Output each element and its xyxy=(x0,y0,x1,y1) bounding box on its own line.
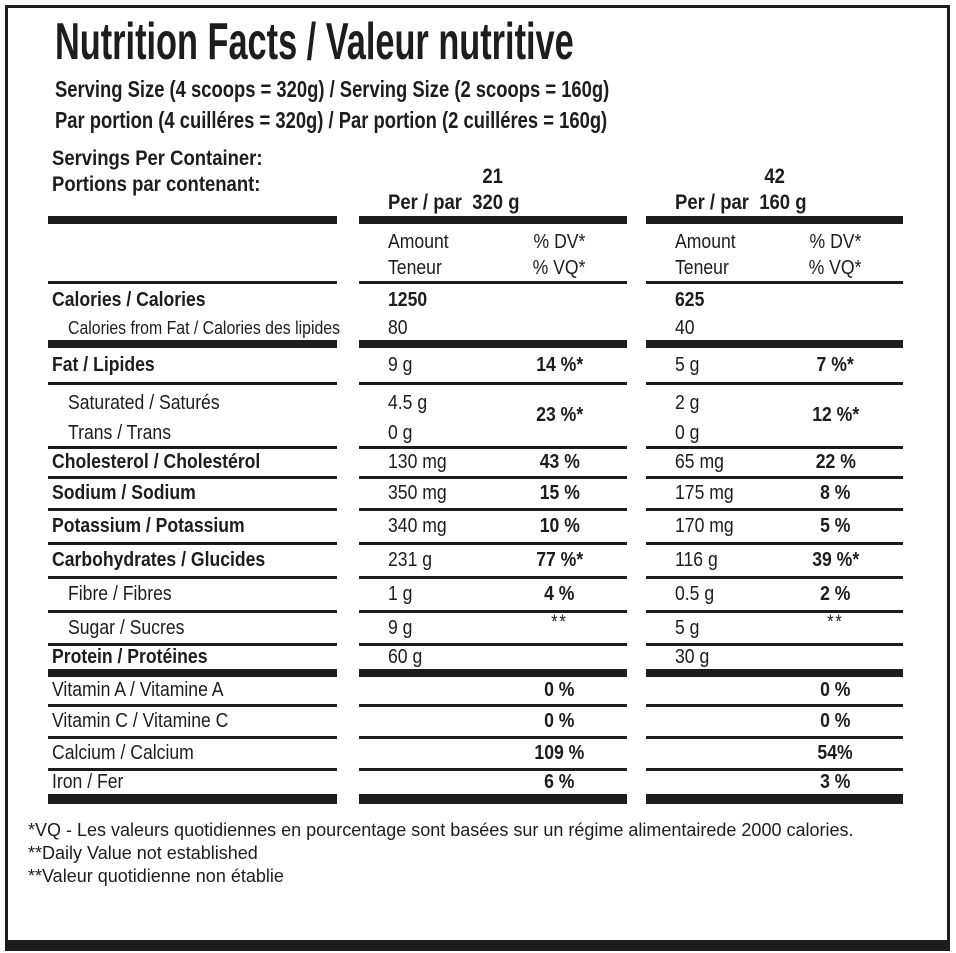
per-par-160g: Per / par 160 g xyxy=(675,191,807,214)
amount-value: 170 mg xyxy=(675,515,734,537)
amount-value: 130 mg xyxy=(388,451,447,473)
dv-header-en: % DV* xyxy=(809,231,862,253)
dv-value: 77 %* xyxy=(536,549,583,571)
column-gap xyxy=(337,224,359,284)
amount-header-en: Amount xyxy=(388,231,449,253)
amount-header-fr: Teneur xyxy=(388,257,442,279)
table-row-vitamin-a xyxy=(48,677,903,707)
column-gap xyxy=(337,385,359,421)
column-gap xyxy=(627,646,646,677)
dv-value: 109 % xyxy=(534,742,585,764)
column-gap xyxy=(337,646,359,677)
nutrient-name: Fat / Lipides xyxy=(52,353,155,376)
table-row-protein xyxy=(48,646,903,677)
amount-header-en: Amount xyxy=(675,231,736,253)
dv-value: 43 % xyxy=(539,451,580,473)
dv-value: 4 % xyxy=(544,583,575,605)
amount-header-fr: Teneur xyxy=(675,257,729,279)
column-group-320g-header xyxy=(359,146,627,224)
label-border-box xyxy=(5,5,950,951)
amount-value: 65 mg xyxy=(675,451,724,473)
column-gap xyxy=(337,677,359,707)
column-gap xyxy=(627,707,646,739)
dv-value: 54% xyxy=(817,742,854,764)
column-gap xyxy=(627,224,646,284)
table-row-sodium xyxy=(48,479,903,511)
page-title xyxy=(55,13,947,71)
per-par-320g: Per / par 320 g xyxy=(388,191,520,214)
dv-value: 7 %* xyxy=(816,353,855,376)
amount-value: 40 xyxy=(675,317,695,339)
servings-label-fr: Portions par contenant: xyxy=(52,173,261,196)
column-gap xyxy=(337,284,359,317)
serving-size-line-fr: Par portion (4 cuilléres = 320g) / Par portion (2 cuilléres = 160g) xyxy=(55,107,608,133)
column-gap xyxy=(337,545,359,579)
nutrient-name: Carbohydrates / Glucides xyxy=(52,549,266,571)
amount-value: 4.5 g xyxy=(388,391,428,414)
dv-value: 6 % xyxy=(544,771,575,793)
dv-value: 8 % xyxy=(820,482,851,504)
dv-value: ** xyxy=(827,611,844,633)
amount-value: 231 g xyxy=(388,549,433,571)
servings-header-row xyxy=(48,146,903,224)
amount-value: 0.5 g xyxy=(675,583,715,605)
nutrient-name: Sodium / Sodium xyxy=(52,482,196,504)
footnote-vq: *VQ - Les valeurs quotidiennes en pourcentage sont basées sur un régime alimentairede 2000 calories. xyxy=(28,820,854,840)
serving-size-line-en: Serving Size (4 scoops = 320g) / Serving Size (2 scoops = 160g) xyxy=(55,76,610,102)
table-row-iron xyxy=(48,771,903,804)
dv-value: 23 %* xyxy=(536,403,583,426)
servings-label-en: Servings Per Container: xyxy=(52,147,263,170)
amount-dv-header-row xyxy=(48,224,903,284)
dv-value: ** xyxy=(551,611,568,633)
nutrient-name: Potassium / Potassium xyxy=(52,515,245,537)
table-row-trans xyxy=(48,421,903,449)
dv-value: 5 % xyxy=(820,515,851,537)
dv-value: 2 % xyxy=(820,583,851,605)
table-row-calcium xyxy=(48,739,903,771)
amount-dv-header-320g xyxy=(359,224,627,284)
nutrition-table xyxy=(48,146,903,804)
amount-value: 0 g xyxy=(388,422,413,444)
column-gap xyxy=(337,707,359,739)
column-gap xyxy=(337,317,359,348)
footnotes xyxy=(8,804,947,888)
nutrient-name: Calories from Fat / Calories des lipides xyxy=(68,318,341,338)
amount-value: 1 g xyxy=(388,583,413,605)
column-gap xyxy=(337,421,359,449)
amount-dv-header-160g xyxy=(646,224,903,284)
page-title-text: Nutrition Facts / Valeur nutritive xyxy=(55,13,574,71)
nutrient-name: Calories / Calories xyxy=(52,289,206,311)
dv-value: 10 % xyxy=(539,515,580,537)
column-gap xyxy=(627,421,646,449)
column-group-160g-header xyxy=(646,146,903,224)
label-header xyxy=(8,8,947,136)
amount-value: 5 g xyxy=(675,353,700,376)
column-gap xyxy=(337,348,359,385)
dv-value: 14 %* xyxy=(536,353,583,376)
servings-count-160g: 42 xyxy=(764,165,785,188)
amount-value: 0 g xyxy=(675,422,700,444)
column-gap xyxy=(627,771,646,804)
amount-value: 80 xyxy=(388,317,408,339)
amount-value: 9 g xyxy=(388,616,413,639)
column-gap xyxy=(627,579,646,613)
column-gap xyxy=(627,284,646,317)
column-gap xyxy=(627,385,646,421)
column-gap xyxy=(337,479,359,511)
amount-value: 175 mg xyxy=(675,482,734,504)
amount-value: 350 mg xyxy=(388,482,447,504)
nutrient-name: Vitamin A / Vitamine A xyxy=(52,679,224,701)
amount-value: 60 g xyxy=(388,646,423,668)
nutrient-name: Trans / Trans xyxy=(68,422,172,444)
table-row-sugar xyxy=(48,613,903,646)
amount-value: 1250 xyxy=(388,289,428,311)
column-gap xyxy=(627,511,646,545)
table-row-calories-from-fat xyxy=(48,317,903,348)
nutrient-name: Calcium / Calcium xyxy=(52,742,194,764)
column-gap xyxy=(627,449,646,479)
amount-value: 625 xyxy=(675,289,705,311)
column-gap xyxy=(627,348,646,385)
table-row-potassium xyxy=(48,511,903,545)
amount-value: 116 g xyxy=(675,549,718,571)
amount-value: 30 g xyxy=(675,646,710,668)
amount-value: 5 g xyxy=(675,616,700,639)
table-row-fat xyxy=(48,348,903,385)
dv-value: 3 % xyxy=(820,771,851,793)
servings-count-320g: 21 xyxy=(482,165,504,188)
amount-value: 9 g xyxy=(388,353,413,376)
table-row-carbohydrates xyxy=(48,545,903,579)
dv-value: 15 % xyxy=(539,482,580,504)
dv-value: 0 % xyxy=(820,710,851,732)
column-gap xyxy=(627,677,646,707)
nutrient-name: Vitamin C / Vitamine C xyxy=(52,710,229,732)
table-row-cholesterol xyxy=(48,449,903,479)
dv-header-en: % DV* xyxy=(533,231,586,253)
column-gap xyxy=(627,479,646,511)
dv-header-fr: % VQ* xyxy=(809,257,862,279)
nutrient-name: Protein / Protéines xyxy=(52,646,208,668)
column-gap xyxy=(627,739,646,771)
column-gap xyxy=(337,449,359,479)
table-row-saturated xyxy=(48,385,903,426)
dv-value: 0 % xyxy=(820,679,851,701)
footnote-dv-en: **Daily Value not established xyxy=(28,843,258,863)
column-gap xyxy=(337,511,359,545)
amount-value: 340 mg xyxy=(388,515,447,537)
dv-value: 12 %* xyxy=(812,403,859,426)
nutrient-name: Iron / Fer xyxy=(52,771,124,793)
amount-value: 2 g xyxy=(675,391,700,414)
column-gap xyxy=(337,613,359,646)
footnote-dv-fr: **Valeur quotidienne non établie xyxy=(28,866,284,886)
column-gap xyxy=(627,317,646,348)
dv-value: 22 % xyxy=(815,451,856,473)
empty-header-cell xyxy=(48,224,337,284)
column-gap xyxy=(627,146,646,224)
nutrient-name: Sugar / Sucres xyxy=(68,616,185,639)
table-row-fibre xyxy=(48,579,903,613)
table-row-vitamin-c xyxy=(48,707,903,739)
column-gap xyxy=(337,146,359,224)
column-gap xyxy=(627,613,646,646)
column-gap xyxy=(627,545,646,579)
column-gap xyxy=(337,771,359,804)
nutrient-name: Saturated / Saturés xyxy=(68,391,220,414)
table-row-calories xyxy=(48,284,903,317)
column-gap xyxy=(337,739,359,771)
nutrient-name: Fibre / Fibres xyxy=(68,583,172,605)
dv-header-fr: % VQ* xyxy=(533,257,586,279)
dv-value: 0 % xyxy=(544,710,575,732)
dv-value: 39 %* xyxy=(812,549,859,571)
column-gap xyxy=(337,579,359,613)
dv-value: 0 % xyxy=(544,679,575,701)
servings-per-container xyxy=(48,146,337,224)
nutrient-name: Cholesterol / Cholestérol xyxy=(52,451,261,473)
